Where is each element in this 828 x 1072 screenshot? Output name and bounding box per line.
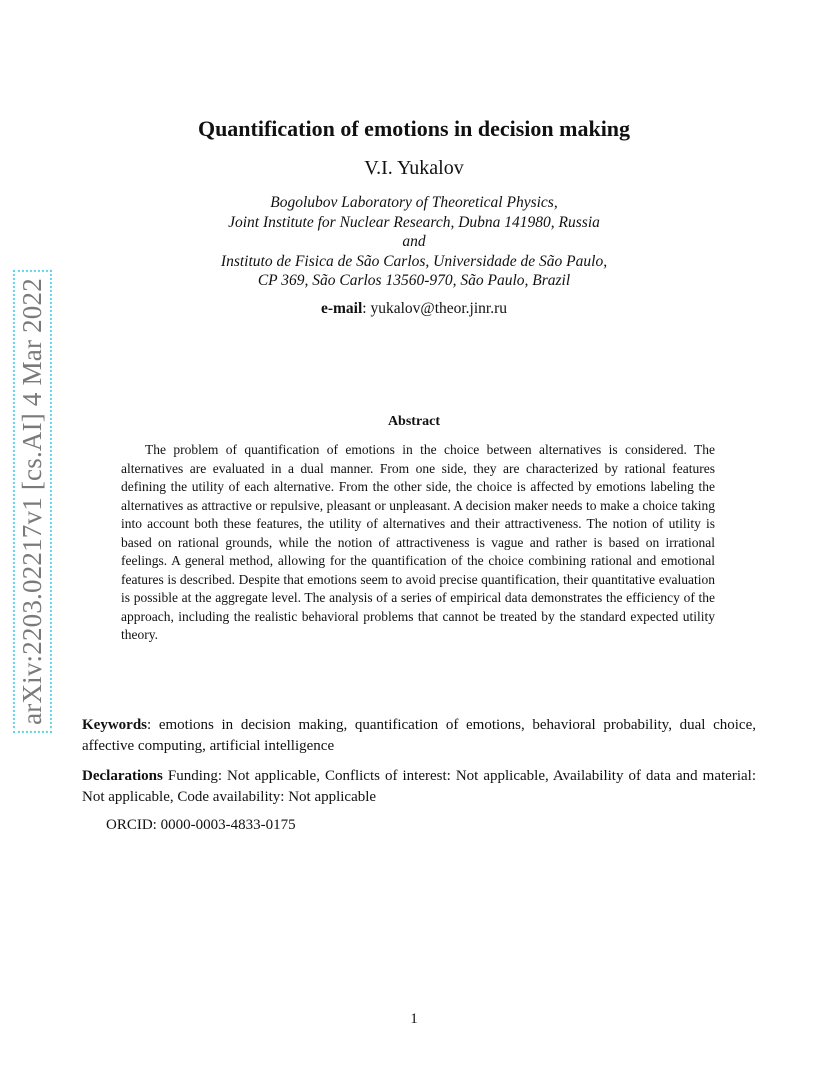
declarations-label: Declarations — [82, 768, 163, 784]
orcid: ORCID: 0000-0003-4833-0175 — [106, 817, 296, 833]
affiliation-block — [0, 193, 828, 291]
keywords-label: Keywords — [82, 717, 147, 733]
affiliation-line: CP 369, São Carlos 13560-970, São Paulo, Brazil — [257, 272, 571, 290]
paper-title: Quantification of emotions in decision making — [197, 116, 631, 141]
keywords-text: : emotions in decision making, quantification of emotions, behavioral probability, dual choice, affective computing, artificial intelligence — [82, 717, 756, 754]
email-label: e-mail — [320, 300, 363, 317]
abstract-body: The problem of quantification of emotions in the choice between alternatives is considered. The alternatives are evaluated in a dual manner. From one side, they are characterized by rational features defining the utility of each alternative. From the other side, the choice is affected by emotions labeling the alternatives as attractive or repulsive, pleasant or unpleasant. A decision maker needs to make a choice taking into account both these features, the utility of alternatives and their attractiveness. The notion of utility is based on rational grounds, while the notion of attractiveness is vague and rather is based on irrational feelings. A general method, allowing for the quantification of the choice combining rational and emotional features is described. Despite that emotions seem to avoid precise quantification, their quantitative evaluation is possible at the aggregate level. The analysis of a series of empirical data demonstrates the efficiency of the approach, including the realistic behavioral problems that cannot be treated by the standard expected utility theory. — [121, 442, 715, 642]
affiliation-line: Joint Institute for Nuclear Research, Dubna 141980, Russia — [228, 213, 600, 231]
keywords-paragraph — [82, 715, 756, 756]
affiliation-line: Bogolubov Laboratory of Theoretical Physics, — [270, 194, 558, 211]
affiliation-connector: and — [402, 233, 426, 251]
email-address: : yukalov@theor.jinr.ru — [362, 300, 508, 317]
declarations-paragraph — [82, 766, 756, 807]
author-name: V.I. Yukalov — [364, 157, 464, 179]
page-number: 1 — [410, 1011, 418, 1027]
arxiv-id: arXiv:2203.02217v1 [cs.AI] 4 Mar 2022 — [13, 270, 52, 733]
affiliation-line: Instituto de Fisica de São Carlos, Universidade de São Paulo, — [220, 252, 608, 270]
abstract-heading: Abstract — [387, 414, 441, 429]
arxiv-stamp — [8, 262, 56, 740]
email-line — [0, 300, 828, 318]
declarations-text: Funding: Not applicable, Conflicts of interest: Not applicable, Availability of data and material: Not applicable, Code availability: Not applicable — [82, 768, 756, 805]
